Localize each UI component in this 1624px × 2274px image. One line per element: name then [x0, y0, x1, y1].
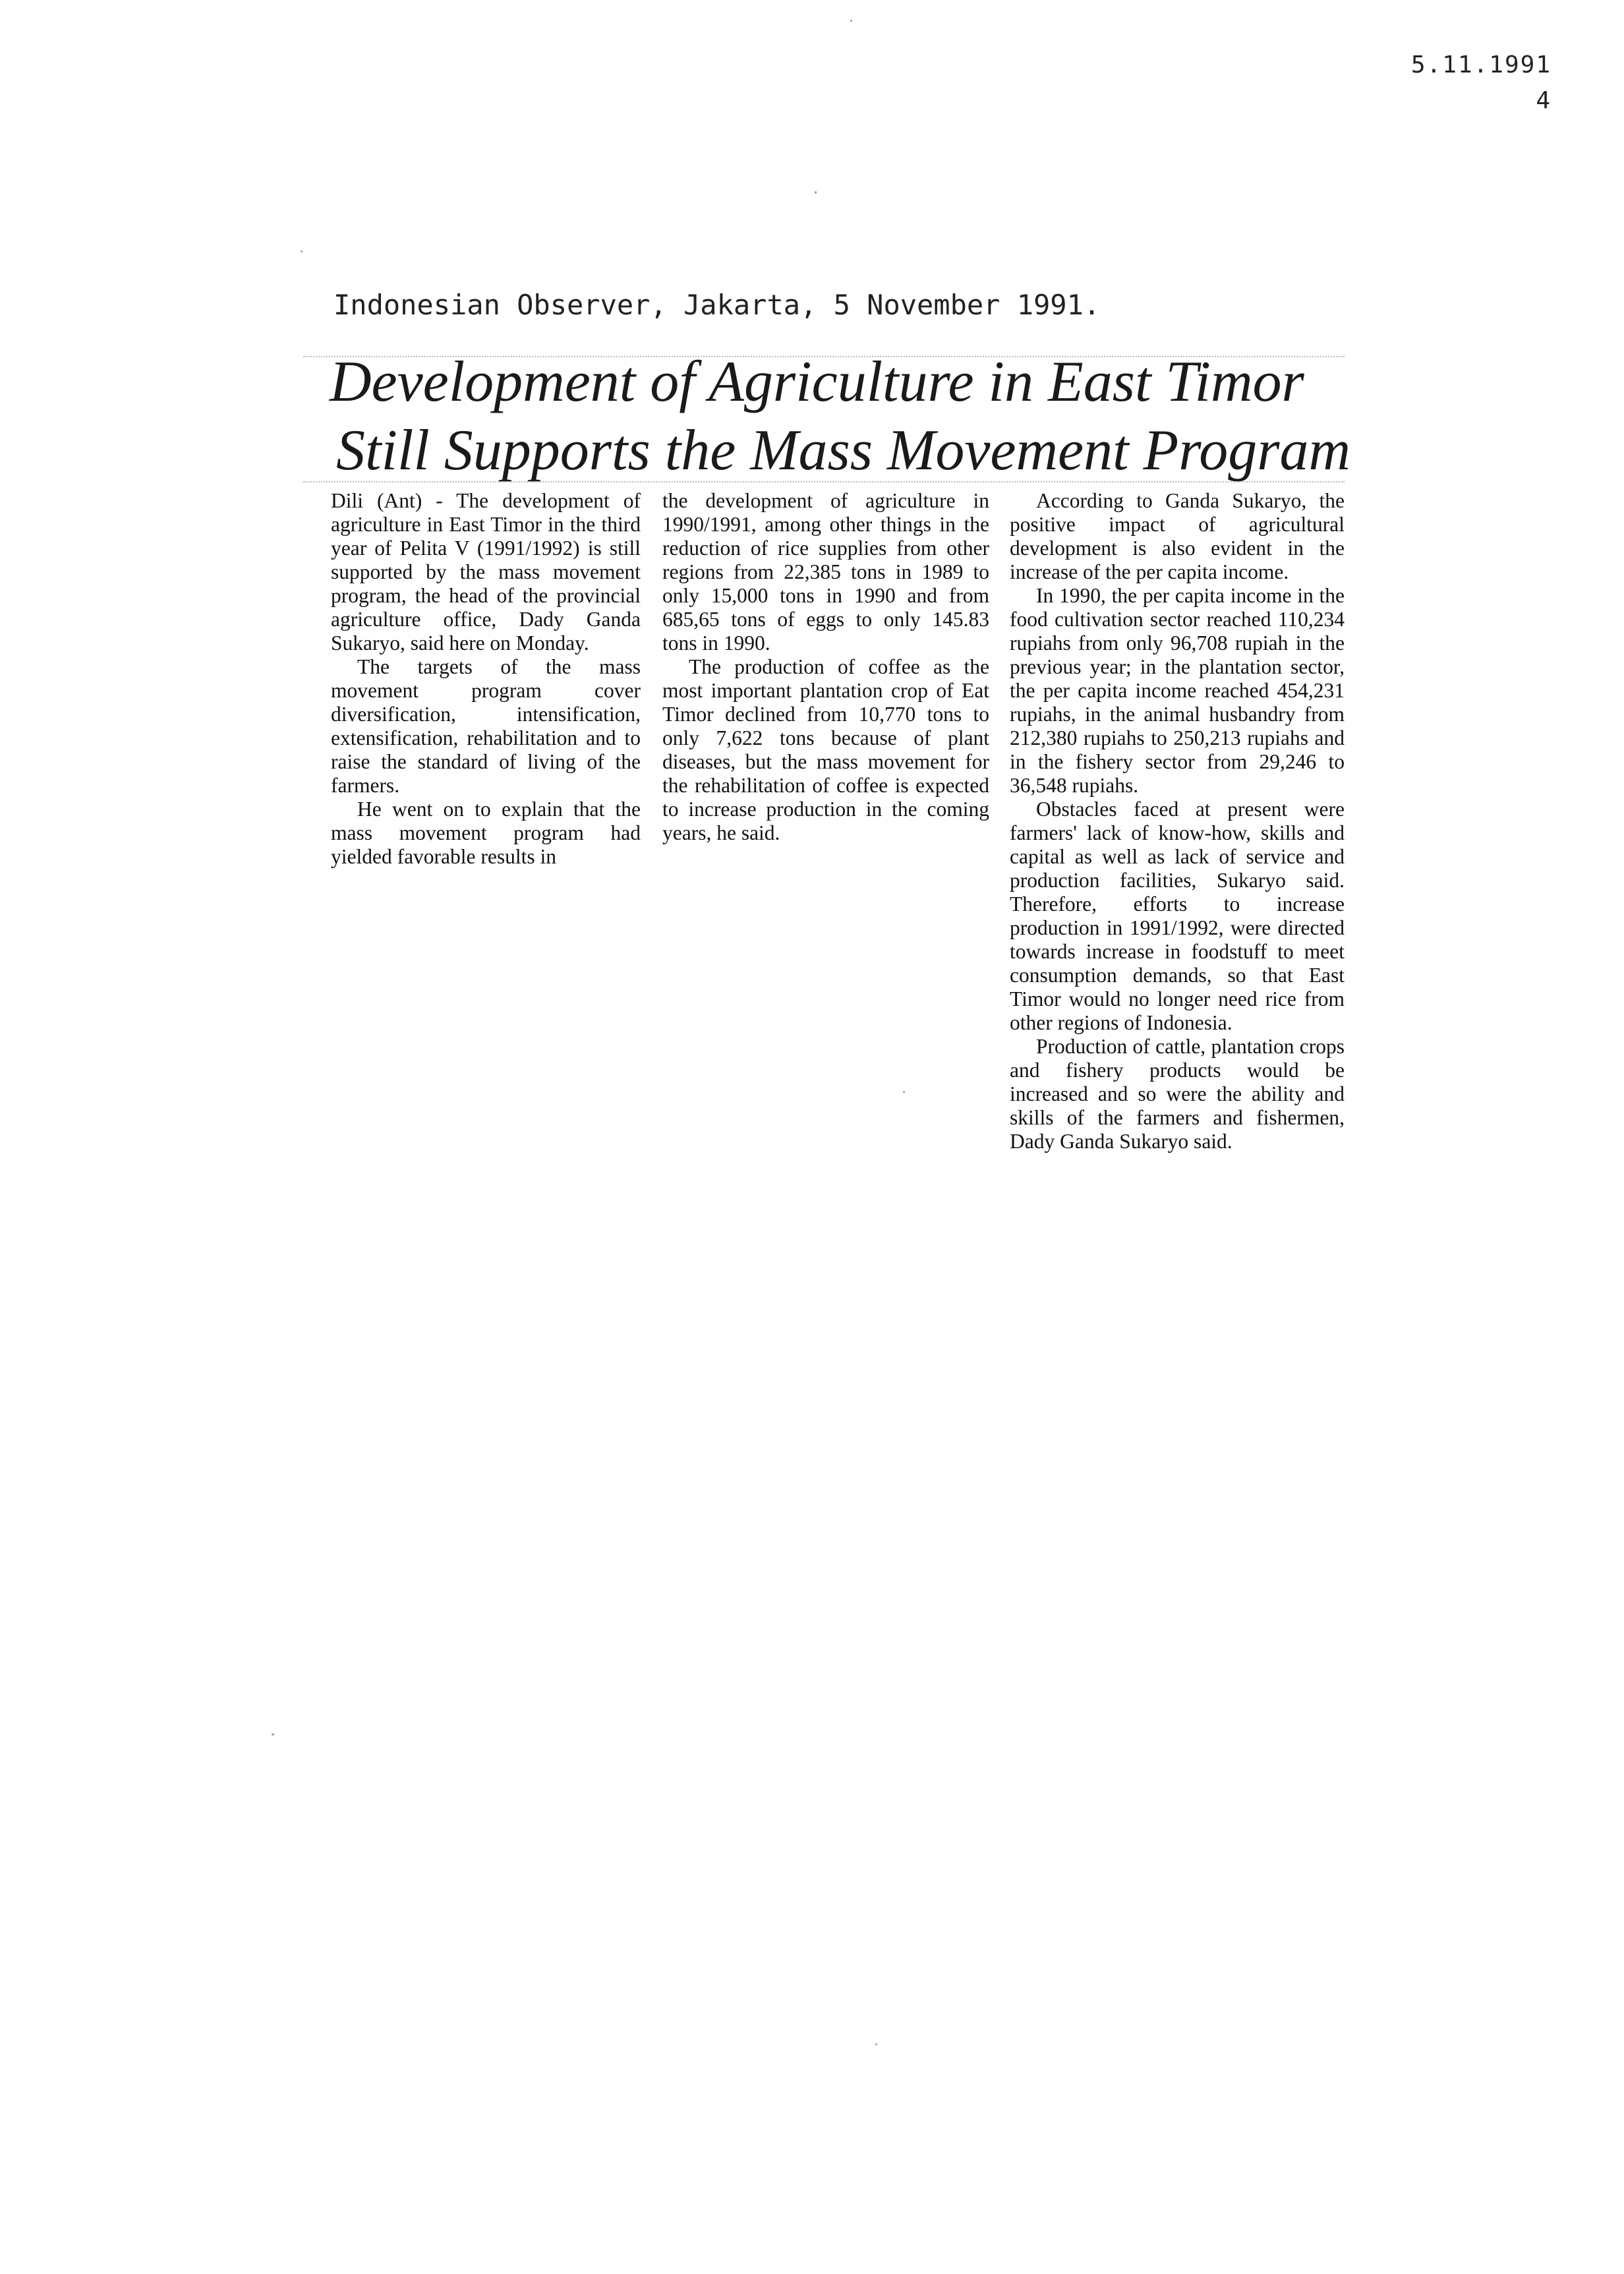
archive-date-stamp: 5.11.1991 [1410, 51, 1552, 78]
scan-speck [301, 250, 303, 252]
paragraph: He went on to explain that the mass movement program had yielded favorable results in [331, 798, 641, 868]
headline-line-2: Still Supports the Mass Movement Program [336, 419, 1351, 482]
paragraph: The production of coffee as the most important plantation crop of Eat Timor declined from 10,770 tons to only 7,622 tons because of plant diseases, but the mass movement for the rehabilitation of coffee is expected to increase production in the coming years, he said. [662, 655, 989, 844]
article-column-1 [331, 489, 641, 869]
scan-speck [903, 1091, 905, 1093]
article-column-2 [662, 489, 989, 845]
scan-speck [850, 20, 852, 22]
article-headline [330, 348, 1358, 485]
paragraph: According to Ganda Sukaryo, the positive impact of agricultural development is also evident in the increase of the per capita income. [1010, 489, 1345, 583]
paragraph: In 1990, the per capita income in the food cultivation sector reached 110,234 rupiahs from only 96,708 rupiah in the previous year; in the plantation sector, the per capita income reached 454,231 rupiahs, in the animal husbandry from 212,380 rupiahs to 250,213 rupiahs and in the fishery sector from 29,246 to 36,548 rupiahs. [1010, 584, 1345, 797]
paragraph: Obstacles faced at present were farmers' lack of know-how, skills and capital as well as lack of service and production facilities, Sukaryo said. Therefore, efforts to increase production in 1991/1992, were directed towards increase in foodstuff to meet consumption demands, so that East Timor would no longer need rice from other regions of Indonesia. [1010, 798, 1345, 1034]
scan-speck [815, 191, 817, 194]
paragraph: Dili (Ant) - The development of agriculture in East Timor in the third year of Pelita V (1991/1992) is still supported by the mass movement program, the head of the provincial agriculture office, Dady Ganda Sukaryo, said here on Monday. [331, 489, 641, 655]
headline-divider [303, 481, 1345, 482]
scan-speck [875, 2043, 877, 2045]
paragraph: the development of agriculture in 1990/1991, among other things in the reduction of rice supplies from other regions from 22,385 tons in 1989 to only 15,000 tons in 1990 and from 685,65 tons of eggs to only 145.83 tons in 1990. [662, 489, 989, 655]
headline-line-1: Development of Agriculture in East Timor [330, 350, 1304, 414]
source-citation: Indonesian Observer, Jakarta, 5 November 1991. [334, 289, 1101, 321]
scan-speck [272, 1734, 274, 1735]
paragraph: Production of cattle, plantation crops and fishery products would be increased and so were the ability and skills of the farmers and fishermen, Dady Ganda Sukaryo said. [1010, 1035, 1345, 1153]
archive-page-number: 4 [1536, 87, 1552, 114]
article-column-3 [1010, 489, 1345, 1153]
paragraph: The targets of the mass movement program cover diversification, intensification, extensification, rehabilitation and to raise the standard of living of the farmers. [331, 655, 641, 797]
